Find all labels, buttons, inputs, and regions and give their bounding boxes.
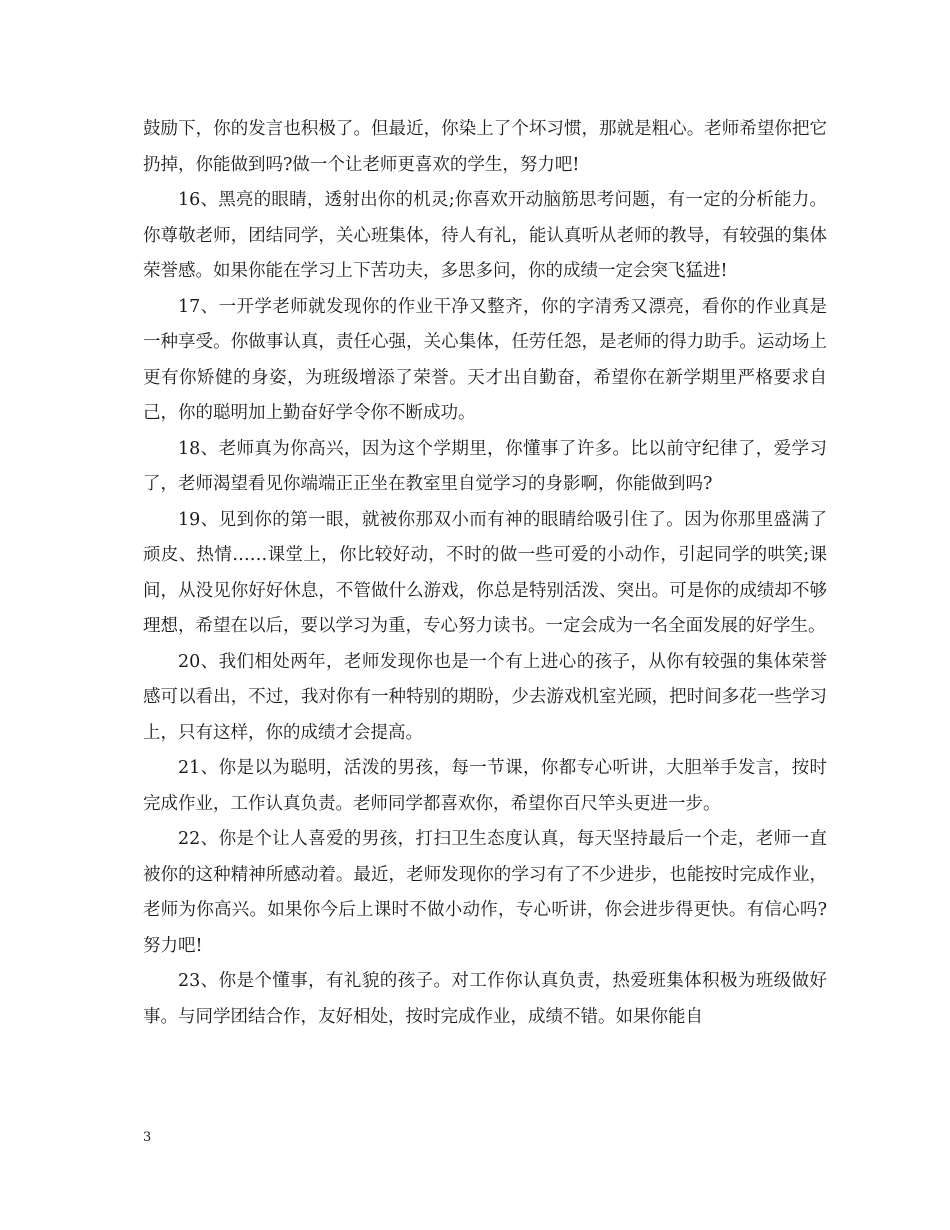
paragraph: 16、黑亮的眼睛，透射出你的机灵;你喜欢开动脑筋思考问题，有一定的分析能力。你尊敬老师，团结同学，关心班集体，待人有礼，能认真听从老师的教导，有较强的集体荣誉感。如果你能在学习上下苦功夫，多思多问，你的成绩一定会突飞猛进!	[143, 190, 827, 281]
paragraph: 19、见到你的第一眼，就被你那双小而有神的眼睛给吸引住了。因为你那里盛满了顽皮、热情……课堂上，你比较好动，不时的做一些可爱的小动作，引起同学的哄笑;课间，从没见你好好休息，不管做什么游戏，你总是特别活泼、突出。可是你的成绩却不够理想，希望在以后，要以学习为重，专心努力读书。一定会成为一名全面发展的好学生。	[143, 509, 827, 636]
paragraph: 鼓励下，你的发言也积极了。但最近，你染上了个坏习惯，那就是粗心。老师希望你把它扔掉，你能做到吗?做一个让老师更喜欢的学生，努力吧!	[143, 119, 827, 175]
paragraph: 18、老师真为你高兴，因为这个学期里，你懂事了许多。比以前守纪律了，爱学习了，老师渴望看见你端端正正坐在教室里自觉学习的身影啊，你能做到吗?	[143, 438, 827, 494]
paragraph: 21、你是以为聪明，活泼的男孩，每一节课，你都专心听讲，大胆举手发言，按时完成作业，工作认真负责。老师同学都喜欢你，希望你百尺竿头更进一步。	[143, 758, 827, 814]
paragraph: 20、我们相处两年，老师发现你也是一个有上进心的孩子，从你有较强的集体荣誉感可以看出，不过，我对你有一种特别的期盼，少去游戏机室光顾，把时间多花一些学习上，只有这样，你的成绩才会提高。	[143, 651, 827, 743]
paragraph: 22、你是个让人喜爱的男孩，打扫卫生态度认真，每天坚持最后一个走，老师一直被你的这种精神所感动着。最近，老师发现你的学习有了不少进步，也能按时完成作业，老师为你高兴。如果你今后上课时不做小动作，专心听讲，你会进步得更快。有信心吗?努力吧!	[143, 829, 827, 956]
paragraph: 23、你是个懂事，有礼貌的孩子。对工作你认真负责，热爱班集体积极为班级做好事。与同学团结合作，友好相处，按时完成作业，成绩不错。如果你能自	[143, 971, 827, 1027]
document-body	[143, 112, 827, 1035]
paragraph: 17、一开学老师就发现你的作业干净又整齐，你的字清秀又漂亮，看你的作业真是一种享受。你做事认真，责任心强，关心集体，任劳任怨，是老师的得力助手。运动场上更有你矫健的身姿，为班级增添了荣誉。天才出自勤奋，希望你在新学期里严格要求自己，你的聪明加上勤奋好学令你不断成功。	[143, 296, 827, 423]
page-number: 3	[143, 1130, 152, 1145]
